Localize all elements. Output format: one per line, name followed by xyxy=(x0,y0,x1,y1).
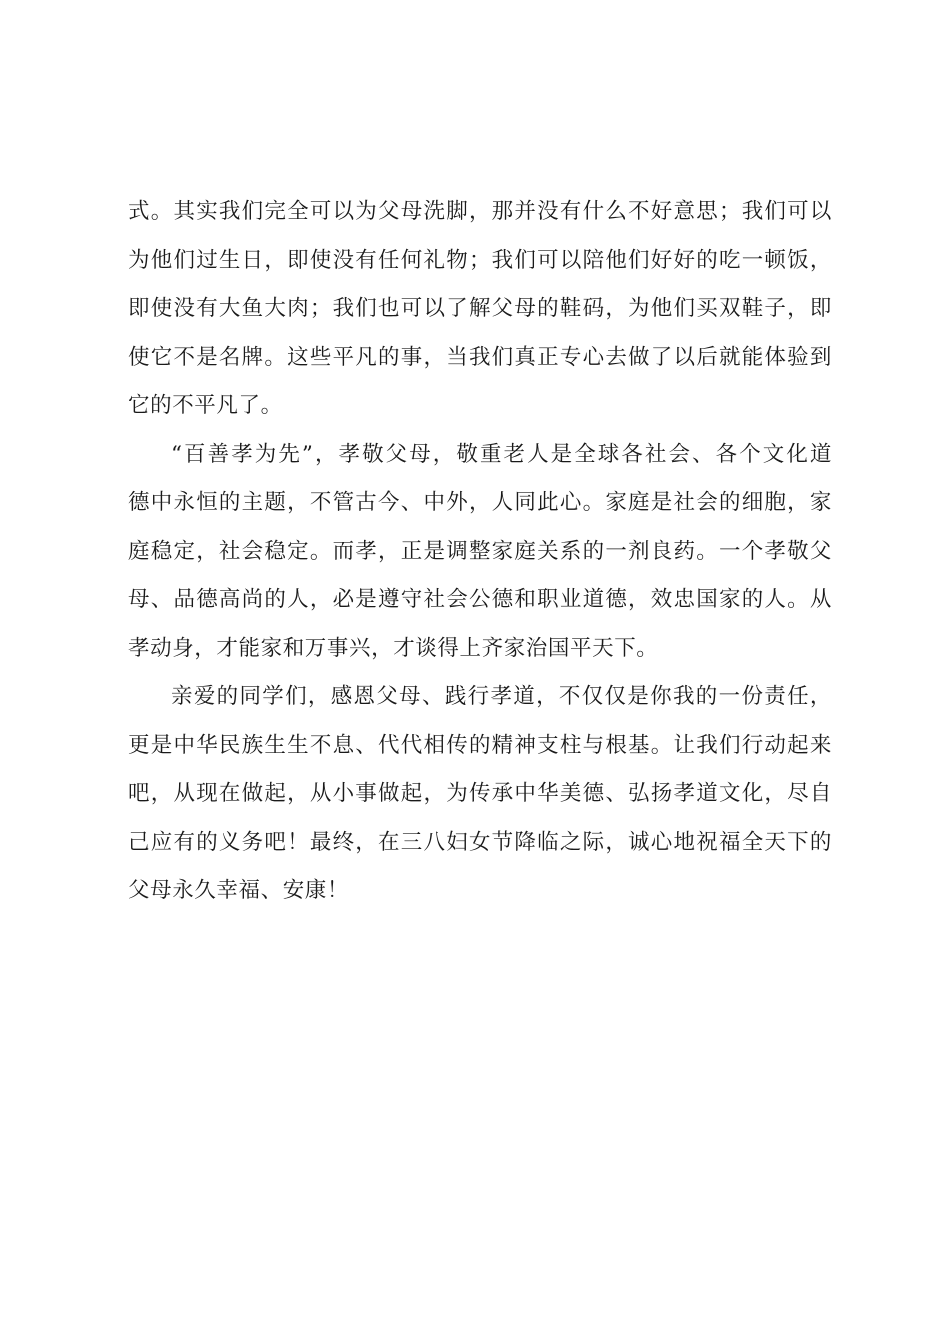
paragraph-3 xyxy=(128,673,832,916)
document-body xyxy=(128,188,832,916)
text-line: 父母永久幸福、安康！ xyxy=(128,878,350,903)
text-line: 庭稳定，社会稳定。而孝，正是调整家庭关系的一剂良药。一个孝敬父 xyxy=(128,538,832,564)
text-line: 式。其实我们完全可以为父母洗脚，那并没有什么不好意思；我们可以 xyxy=(128,199,832,224)
text-line: 孝动身，才能家和万事兴，才谈得上齐家治国平天下。 xyxy=(128,635,659,661)
text-line: 使它不是名牌。这些平凡的事，当我们真正专心去做了以后就能体验到 xyxy=(128,344,832,370)
text-line: 德中永恒的主题，不管古今、中外，人同此心。家庭是社会的细胞，家 xyxy=(128,490,832,515)
paragraph-2 xyxy=(128,431,832,674)
text-line: 己应有的义务吧！最终，在三八妇女节降临之际，诚心地祝福全天下的 xyxy=(128,829,832,855)
text-line: 母、品德高尚的人，必是遵守社会公德和职业道德，效忠国家的人。从 xyxy=(128,587,832,612)
text-line: 它的不平凡了。 xyxy=(128,393,283,418)
text-line: 为他们过生日，即使没有任何礼物；我们可以陪他们好好的吃一顿饭， xyxy=(128,247,832,273)
text-line: 即使没有大鱼大肉；我们也可以了解父母的鞋码，为他们买双鞋子，即 xyxy=(128,296,832,321)
text-line: 亲爱的同学们，感恩父母、践行孝道，不仅仅是你我的一份责任， xyxy=(171,684,832,709)
text-line: “百善孝为先”，孝敬父母，敬重老人是全球各社会、各个文化道 xyxy=(171,441,832,467)
text-line: 吧，从现在做起，从小事做起，为传承中华美德、弘扬孝道文化，尽自 xyxy=(128,781,832,806)
paragraph-1 xyxy=(128,188,832,431)
text-line: 更是中华民族生生不息、代代相传的精神支柱与根基。让我们行动起来 xyxy=(128,732,832,758)
